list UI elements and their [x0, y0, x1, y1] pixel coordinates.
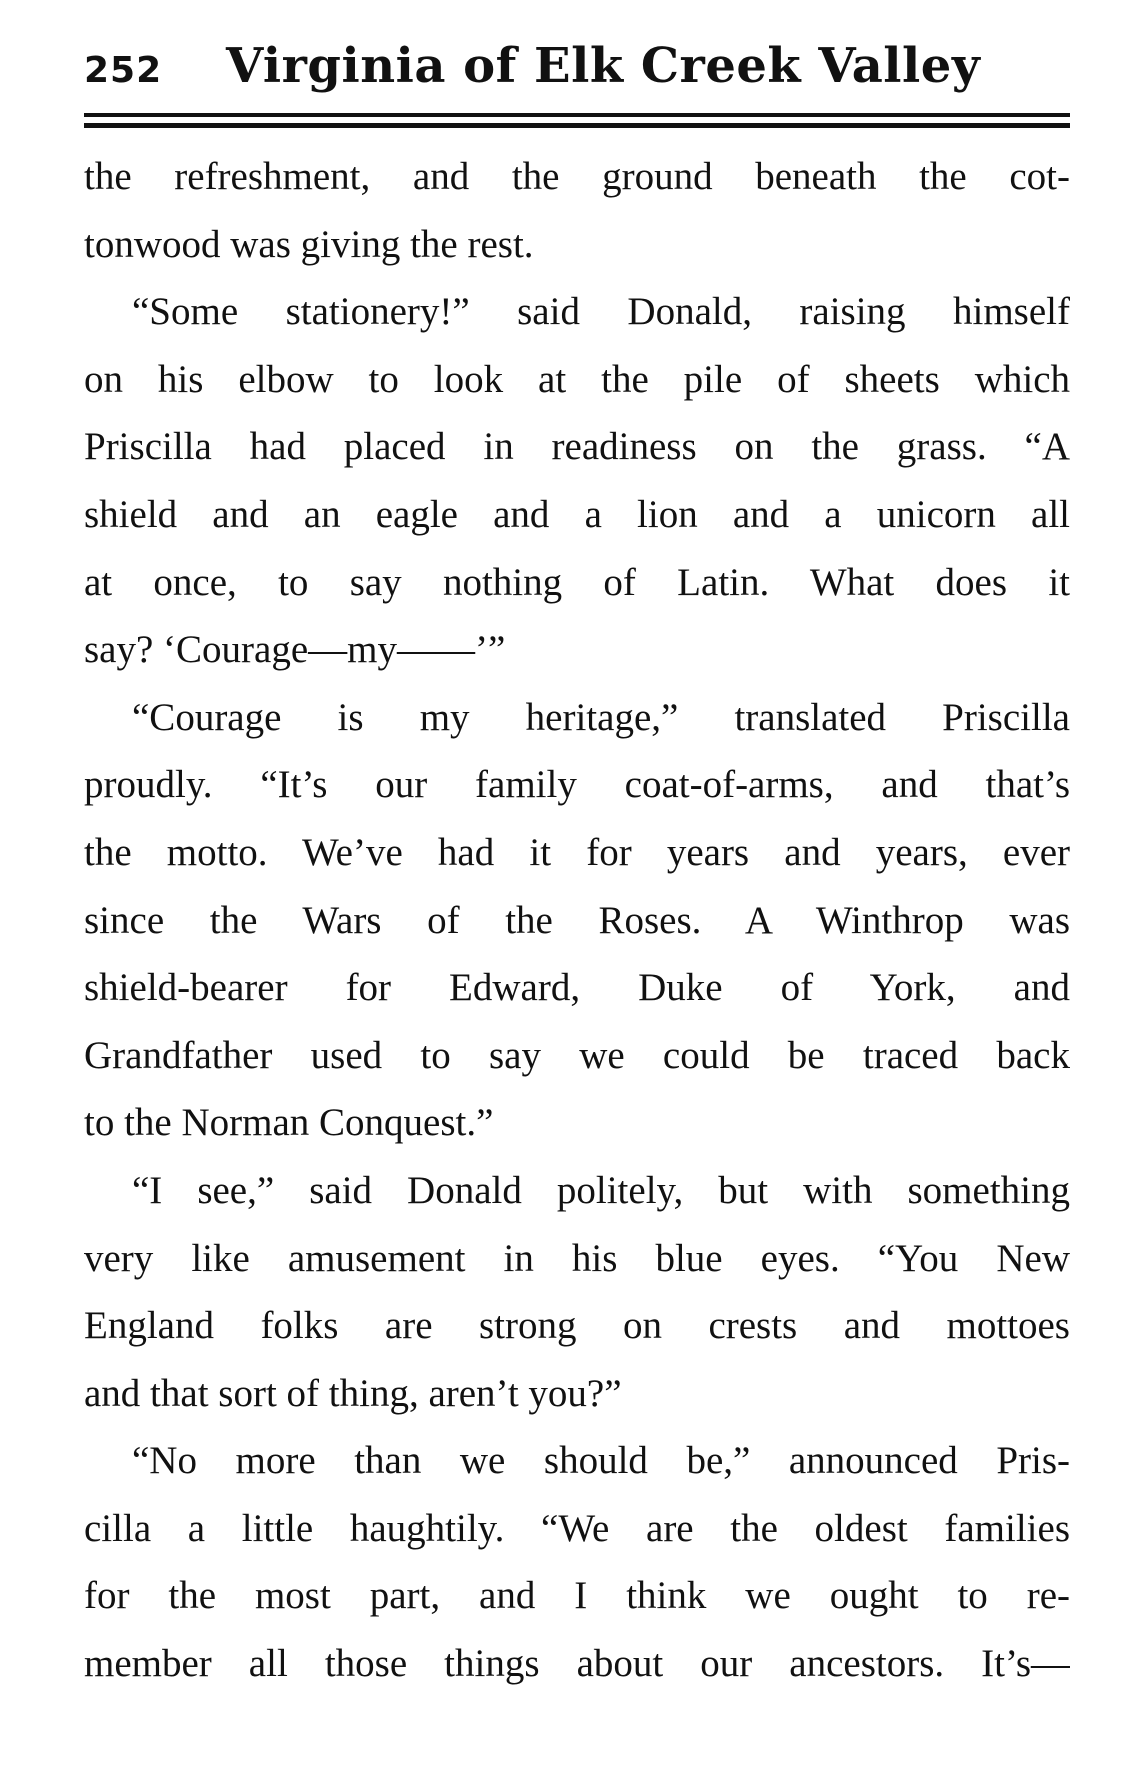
- header-rule-thick: [84, 123, 1070, 128]
- header-rule-thin: [84, 113, 1070, 117]
- text-line: since the Wars of the Roses. A Winthrop was: [84, 898, 1070, 942]
- text-line: for the most part, and I think we ought to re-: [84, 1574, 1070, 1618]
- text-line: at once, to say nothing of Latin. What does it: [84, 560, 1070, 604]
- book-title: Virginia of Elk Creek Valley: [226, 38, 981, 94]
- text-line: on his elbow to look at the pile of sheets which: [84, 357, 1070, 401]
- text-line: Grandfather used to say we could be traced back: [84, 1033, 1070, 1077]
- text-line: tonwood was giving the rest.: [84, 222, 534, 266]
- text-line: proudly. “It’s our family coat-of-arms, and that’s: [84, 763, 1070, 807]
- text-line: “No more than we should be,” announced Pris-: [132, 1439, 1070, 1483]
- body-text: [84, 143, 1070, 1698]
- text-line: and that sort of thing, aren’t you?”: [84, 1371, 622, 1415]
- text-line: “Courage is my heritage,” translated Priscilla: [132, 695, 1070, 739]
- text-line: “I see,” said Donald politely, but with something: [132, 1168, 1070, 1212]
- text-line: member all those things about our ancestors. It’s—: [84, 1642, 1070, 1686]
- text-line: very like amusement in his blue eyes. “You New: [84, 1236, 1070, 1280]
- text-line-italic: to the Norman Conquest.”: [84, 1101, 494, 1145]
- running-head: [84, 34, 1074, 114]
- text-line: “Some stationery!” said Donald, raising himself: [132, 290, 1070, 334]
- text-line: cilla a little haughtily. “We are the oldest families: [84, 1506, 1070, 1550]
- text-line: shield and an eagle and a lion and a unicorn all: [84, 492, 1070, 536]
- page-number: 252: [84, 50, 163, 91]
- text-line: England folks are strong on crests and mottoes: [84, 1304, 1070, 1348]
- text-line: shield-bearer for Edward, Duke of York, and: [84, 966, 1070, 1010]
- text-line-italic: say? ‘Courage—my——’”: [84, 628, 506, 672]
- text-line: the motto. We’ve had it for years and years, ever: [84, 830, 1070, 874]
- text-line: Priscilla had placed in readiness on the grass. “A: [84, 425, 1070, 469]
- text-line: the refreshment, and the ground beneath the cot-: [84, 155, 1070, 198]
